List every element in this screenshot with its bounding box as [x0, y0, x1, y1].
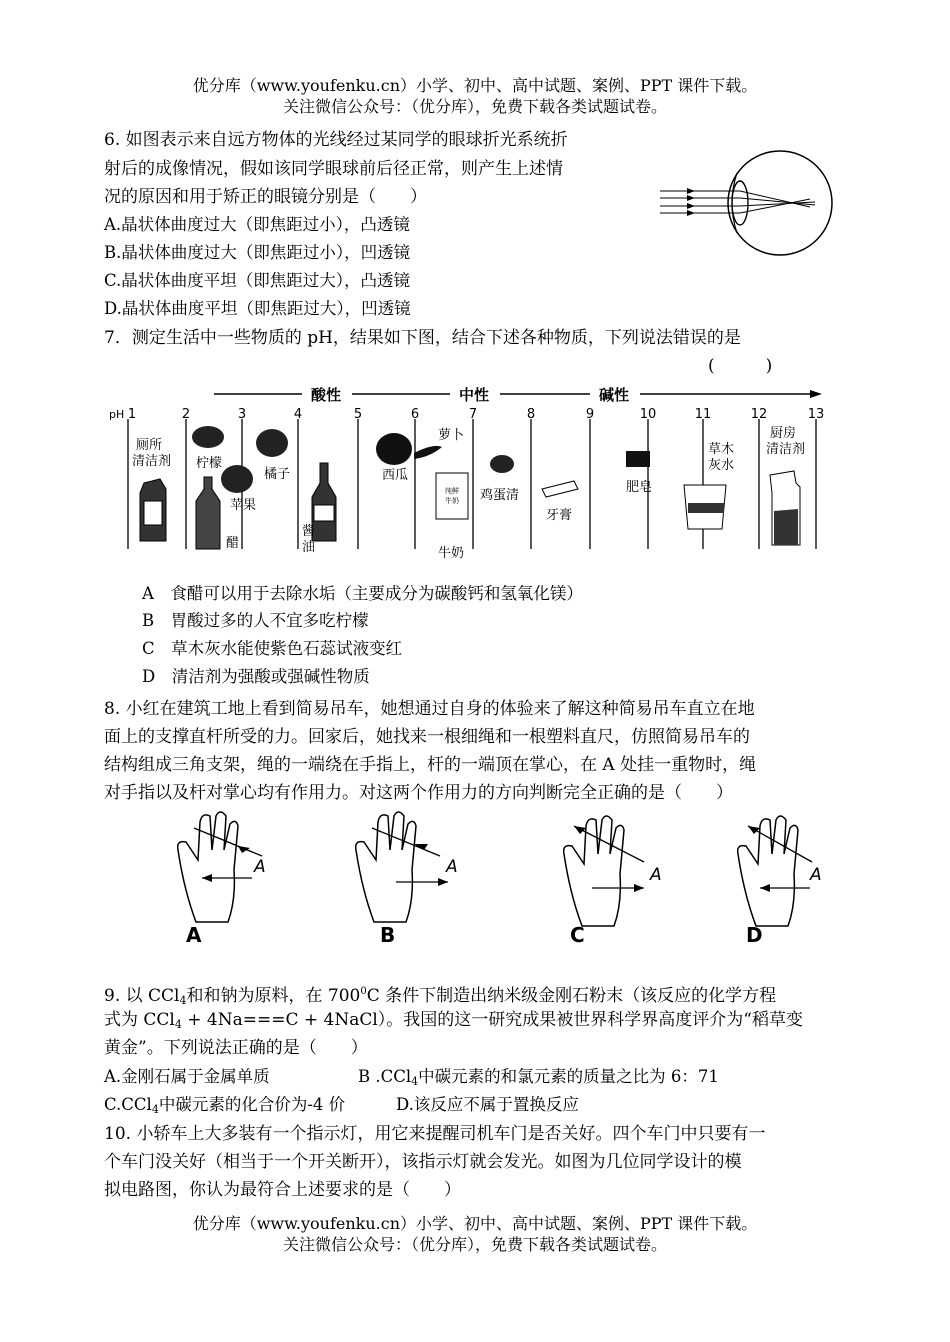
- q7-option-b: B 胃酸过多的人不宜多吃柠檬: [142, 611, 369, 630]
- q8-line-2: 面上的支撑直杆所受的力。回家后，她找来一根细绳和一根塑料直尺，仿照简易吊车的: [104, 727, 750, 747]
- ash-water-label-2: 灰水: [708, 458, 735, 473]
- soy-sauce-bottle: [312, 463, 336, 541]
- kitchen-cleaner-label-2: 清洁剂: [766, 442, 806, 457]
- ph-tick-5: 5: [353, 407, 363, 422]
- q9-option-d: D.该反应不属于置换反应: [396, 1095, 579, 1114]
- header-line-2: 关注微信公众号：（优分库），免费下载各类试题试卷。: [282, 97, 667, 116]
- ph-tick-8: 8: [526, 407, 536, 422]
- ph-tick-2: 2: [181, 407, 191, 422]
- q9-line-1: 9. 以 CCl$_4$和和钠为原料，在 $700^0C$ 条件下制造出纳米级金刚石粉末（该反应的化学方程: [104, 986, 777, 1007]
- q6-option-d: D.晶状体曲度平坦（即焦距过大），凹透镜: [104, 299, 411, 318]
- lemon-icon: [192, 426, 224, 448]
- egg-white-icon: [490, 455, 514, 473]
- footer-line-1: 优分库（www.youfenku.cn）小学、初中、高中试题、案例、PPT 课件下载。: [192, 1214, 758, 1233]
- ash-water-label-1: 草木: [708, 442, 735, 457]
- apple-icon: [221, 465, 253, 493]
- q6-option-a: A.晶状体曲度过大（即焦距过小），凸透镜: [104, 215, 410, 234]
- q9-option-c: C.CCl$_4$中碳元素的化合价为-4 价: [104, 1095, 346, 1116]
- q6-option-c: C.晶状体曲度平坦（即焦距过大），凸透镜: [104, 271, 411, 290]
- q8-line-4: 对手指以及杆对掌心均有作用力。对这两个作用力的方向判断完全正确的是（ ）: [104, 783, 733, 803]
- hand-letter-b: B: [380, 923, 396, 947]
- egg-white-label: 鸡蛋清: [480, 488, 520, 503]
- hand-option-d: [738, 816, 822, 947]
- q6-line-1: 6. 如图表示来自远方物体的光线经过某同学的眼球折光系统折: [104, 130, 568, 150]
- ph-tick-9: 9: [585, 407, 595, 422]
- toothpaste-label: 牙膏: [546, 508, 573, 523]
- hands-figure: [104, 806, 844, 958]
- lemon-label: 柠檬: [196, 456, 223, 471]
- ph-tick-7: 7: [468, 407, 478, 422]
- q9-option-a: A.金刚石属于金属单质: [104, 1067, 270, 1086]
- orange-icon: [256, 429, 288, 457]
- toilet-cleaner-label-2: 清洁剂: [132, 454, 172, 469]
- light-rays: [660, 191, 815, 213]
- eyeball-outline: [728, 151, 832, 255]
- hand-option-c: [564, 816, 662, 947]
- point-a-label-1: A: [254, 857, 266, 877]
- toilet-cleaner-label-1: 厕所: [136, 438, 163, 453]
- ph-tick-11: 11: [694, 407, 712, 422]
- point-a-label-4: A: [810, 865, 822, 885]
- point-a-label-3: A: [650, 865, 662, 885]
- hand-letter-a: A: [186, 923, 202, 947]
- hand-letter-c: C: [570, 923, 585, 947]
- vinegar-label: 醋: [226, 536, 240, 551]
- ph-axis-arrow: [810, 390, 822, 398]
- q6-option-b: B.晶状体曲度过大（即焦距过小），凹透镜: [104, 243, 411, 262]
- q7-option-d: D 清洁剂为强酸或强碱性物质: [142, 667, 370, 686]
- ph-scale-figure: [104, 381, 834, 569]
- orange-label: 橘子: [264, 467, 291, 482]
- soy-sauce-label-1: 酱: [302, 524, 316, 539]
- q9-line-3: 黄金”。下列说法正确的是（ ）: [104, 1038, 368, 1058]
- hand-letter-d: D: [746, 923, 763, 947]
- ph-tick-12: 12: [750, 407, 768, 422]
- hand-option-b: [356, 812, 458, 947]
- toothpaste-icon: [542, 481, 578, 497]
- neutral-label: 中性: [458, 386, 490, 404]
- footer-line-2: 关注微信公众号：（优分库），免费下载各类试题试卷。: [282, 1235, 667, 1254]
- q7-answer-paren: ( ): [708, 356, 773, 376]
- ph-label: pH: [109, 408, 125, 421]
- kitchen-cleaner-label-1: 厨房: [770, 426, 797, 441]
- ph-tick-13: 13: [807, 407, 825, 422]
- radish-label: 萝卜: [438, 428, 465, 443]
- q6-line-3: 况的原因和用于矫正的眼镜分别是（ ）: [104, 187, 427, 207]
- milk-label: 牛奶: [438, 546, 465, 561]
- milk-box: [436, 473, 468, 519]
- ph-tick-3: 3: [237, 407, 247, 422]
- vinegar-bottle: [196, 477, 220, 549]
- hand-option-a: [178, 812, 266, 947]
- base-label: 碱性: [598, 386, 630, 404]
- q10-line-1: 10. 小轿车上大多装有一个指示灯，用它来提醒司机车门是否关好。四个车门中只要有一: [104, 1124, 766, 1144]
- q8-line-3: 结构组成三角支架，绳的一端绕在手指上，杆的一端顶在掌心，在 A 处挂一重物时，绳: [104, 755, 757, 775]
- q9-line-2: 式为 CCl$_4$ + 4Na===C + 4NaCl）。我国的这一研究成果被世界科学界高度评介为“稻草变: [104, 1010, 803, 1031]
- apple-label: 苹果: [230, 498, 257, 513]
- q10-line-3: 拟电路图，你认为最符合上述要求的是（ ）: [104, 1180, 461, 1200]
- soap-label: 肥皂: [626, 480, 653, 495]
- soap-icon: [626, 451, 650, 467]
- q7-option-a: A 食醋可以用于去除水垢（主要成分为碳酸钙和氢氧化镁）: [142, 584, 583, 603]
- eye-diagram: [655, 148, 845, 258]
- header-line-1: 优分库（www.youfenku.cn）小学、初中、高中试题、案例、PPT 课件下载。: [192, 76, 758, 95]
- watermelon-label: 西瓜: [382, 468, 409, 483]
- ray-arrowheads: [687, 188, 695, 216]
- ph-tick-1: 1: [127, 407, 137, 422]
- ph-tick-4: 4: [293, 407, 303, 422]
- q9-option-b: B .CCl$_4$中碳元素的和氯元素的质量之比为 6：71: [358, 1067, 719, 1088]
- lens: [732, 181, 748, 225]
- milk-box-text-1: 纯鲜: [445, 487, 459, 495]
- soy-sauce-label-2: 油: [302, 540, 316, 555]
- milk-box-text-2: 牛奶: [445, 497, 459, 505]
- q6-line-2: 射后的成像情况，假如该同学眼球前后径正常，则产生上述情: [104, 159, 563, 179]
- q7-option-c: C 草木灰水能使紫色石蕊试液变红: [142, 639, 403, 658]
- q10-line-2: 个车门没关好（相当于一个开关断开），该指示灯就会发光。如图为几位同学设计的模: [104, 1152, 742, 1172]
- point-a-label-2: A: [446, 857, 458, 877]
- ph-tick-6: 6: [410, 407, 420, 422]
- q7-line-1: 7．测定生活中一些物质的 pH，结果如下图，结合下述各种物质，下列说法错误的是: [104, 328, 741, 348]
- watermelon-icon: [376, 433, 412, 465]
- ph-ticks: [128, 407, 824, 422]
- q8-line-1: 8. 小红在建筑工地上看到简易吊车，她想通过自身的体验来了解这种简易吊车直立在地: [104, 699, 755, 719]
- radish-icon: [414, 446, 442, 459]
- ph-tick-10: 10: [639, 407, 657, 422]
- acid-label: 酸性: [310, 386, 342, 404]
